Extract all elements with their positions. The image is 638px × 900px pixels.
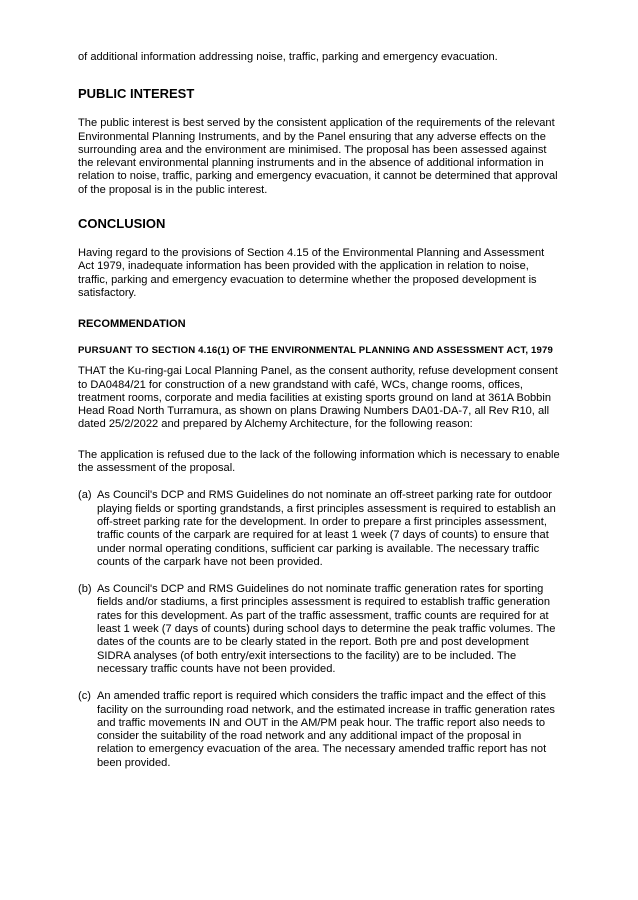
list-item-text: An amended traffic report is required which considers the traffic impact and the effect of this facility on the surrounding road network, and the estimated increase in traffic generation rates and traffic movements IN and OUT in the AM/PM peak hour. The traffic report also needs to consider the suitability of the road network and any additional impact of the proposal in relation to emergency evacuation of the area. The necessary amended traffic report has not been provided.	[97, 690, 555, 769]
list-item-text: As Council's DCP and RMS Guidelines do not nominate an off-street parking rate for outdoor playing fields or sporting grandstands, a first principles assessment is required to establish an off-street parking rate for the development. In order to prepare a first principles assessment, traffic counts of the carpark are required for at least 1 week (7 days of counts) to ensure that under normal operating conditions, sufficient car parking is available. The necessary traffic counts of the carpark have not been provided.	[97, 489, 556, 568]
recommendation-heading: RECOMMENDATION	[78, 318, 186, 331]
intro-fragment: of additional information addressing noise, traffic, parking and emergency evacuation.	[78, 51, 498, 63]
conclusion-body: Having regard to the provisions of Section 4.15 of the Environmental Planning and Assessment Act 1979, inadequate information has been provided with the application in relation to noise, traffic, parking and emergency evacuation to determine whether the proposed development is satisfactory.	[78, 247, 545, 299]
public-interest-body: The public interest is best served by the consistent application of the requirements of the relevant Environmental Planning Instruments, and by the Panel ensuring that any adverse effects on the surrounding area and the environment are minimised. The proposal has been assessed against the relevant environmental planning instruments and in the absence of additional information in relation to noise, traffic, parking and emergency evacuation, it cannot be determined that approval of the proposal is in the public interest.	[78, 117, 558, 196]
that-paragraph: THAT the Ku-ring-gai Local Planning Panel, as the consent authority, refuse development consent to DA0484/21 for construction of a new grandstand with café, WCs, change rooms, offices, treatment rooms, corporate and media facilities at existing sports ground on land at 361A Bobbin Head Road North Turramura, as shown on plans Drawing Numbers DA01-DA-7, all Rev R10, all dated 25/2/2022 and prepared by Alchemy Architecture, for the following reason:	[78, 365, 558, 431]
list-item-label: (b)	[78, 583, 92, 596]
refused-paragraph: The application is refused due to the lack of the following information which is necessary to enable the assessment of the proposal.	[78, 448, 560, 475]
list-item-label: (a)	[78, 489, 92, 502]
conclusion-heading: CONCLUSION	[78, 216, 166, 232]
conclusion-section	[78, 216, 560, 300]
public-interest-heading: PUBLIC INTEREST	[78, 86, 195, 102]
list-item	[78, 583, 560, 676]
list-item	[78, 489, 560, 569]
recommendation-section	[78, 317, 560, 770]
list-item-label: (c)	[78, 690, 91, 703]
pursuant-heading: PURSUANT TO SECTION 4.16(1) OF THE ENVIRONMENTAL PLANNING AND ASSESSMENT ACT, 1979	[78, 345, 553, 357]
list-item-text: As Council's DCP and RMS Guidelines do not nominate traffic generation rates for sporting fields and/or stadiums, a first principles assessment is required to establish traffic generation rates for this development. As part of the traffic assessment, traffic counts are required for at least 1 week (7 days of counts) during school days to determine the peak traffic volumes. The dates of the counts are to be clearly stated in the report. Both pre and post development SIDRA analyses (of both entry/exit intersections to the facility) are to be included. The necessary traffic counts have not been provided.	[97, 583, 556, 675]
public-interest-section	[78, 86, 560, 197]
list-item	[78, 690, 560, 770]
